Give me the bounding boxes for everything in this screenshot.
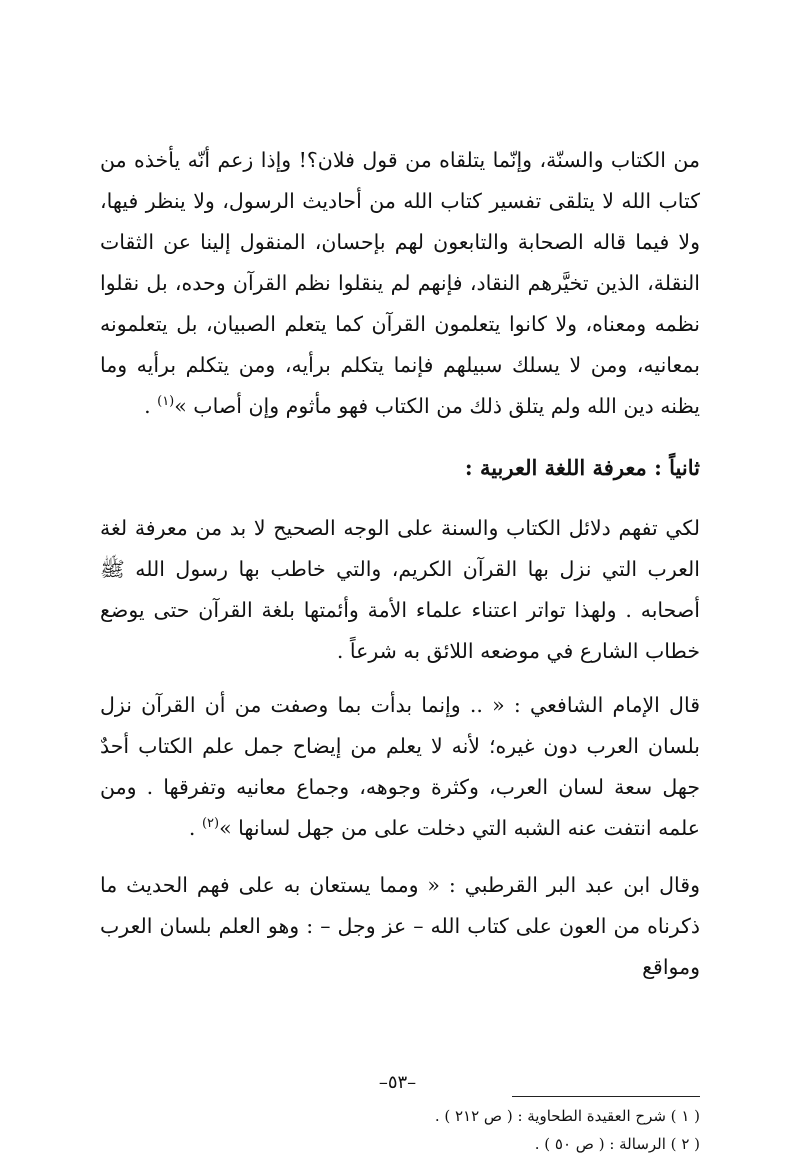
paragraph-4-end: . [188,816,202,840]
paragraph-1-end: . [144,394,158,418]
footnote-ref-1: (١) [157,394,175,410]
paragraph-1-text: من الكتاب والسنّة، وإنّما يتلقاه من قول فلان؟! وإذا زعم أنّه يأخذه من كتاب الله لا يتلقى تفسير كتاب الله من أحاديث الرسول، ولا ينظر فيها، ولا فيما قاله الصحابة والتابعون لهم بإحسان، المنقول إلينا عن الثقات النقلة، الذين تخيَّرهم النقاد، فإنهم لم ينقلوا نظم القرآن وحده، بل نقلوا نظمه ومعناه، ولا كانوا يتعلمون القرآن كما يتعلم الصبيان، بل يتعلمونه بمعانيه، ومن لا يسلك سبيلهم فإنما يتكلم برأيه، ومن يتكلم برأيه وما يظنه دين الله ولم يتلق ذلك من الكتاب فهو مأثوم وإن أصاب » [100,148,700,418]
paragraph-shafii-quote [100,685,700,849]
footnotes [100,1102,700,1158]
footnote-ref-2: (٢) [201,816,220,832]
section-heading: ثانياً : معرفة اللغة العربية : [464,455,700,480]
paragraph-arabic-language [100,508,700,672]
paragraph-1 [100,140,700,427]
paragraph-5-text: وقال ابن عبد البر القرطبي : « ومما يستعان به على فهم الحديث ما ذكرناه من العون على كتاب الله – عز وجل – : وهو العلم بلسان العرب ومواقع [100,873,700,979]
page-number: –٥٣– [378,1072,417,1093]
footnote-2: ( ٢ ) الرسالة : ( ص ٥٠ ) . [534,1135,700,1153]
paragraph-3-text: لكي تفهم دلائل الكتاب والسنة على الوجه الصحيح لا بد من معرفة لغة العرب التي نزل بها القرآن الكريم، والتي خاطب بها رسول الله ﷺ أصحابه . ولهذا تواتر اعتناء علماء الأمة وأئمتها بلغة القرآن حتى يوضع خطاب الشارع في موضعه اللائق به شرعاً . [100,516,700,663]
footnote-1: ( ١ ) شرح العقيدة الطحاوية : ( ص ٢١٢ ) . [434,1107,700,1125]
document-page [100,130,700,1153]
paragraph-4-text: قال الإمام الشافعي : « .. وإنما بدأت بما وصفت من أن القرآن نزل بلسان العرب دون غيره؛ لأنه لا يعلم من إيضاح جمل علم الكتاب أحدٌ جهل سعة لسان العرب، وكثرة وجوهه، وجماع معانيه وتفرقها . ومن علمه انتفت عنه الشبه التي دخلت على من جهل لسانها » [100,693,700,840]
footnote-divider [512,1096,700,1097]
paragraph-ibn-abd-al-barr-quote [100,865,700,988]
